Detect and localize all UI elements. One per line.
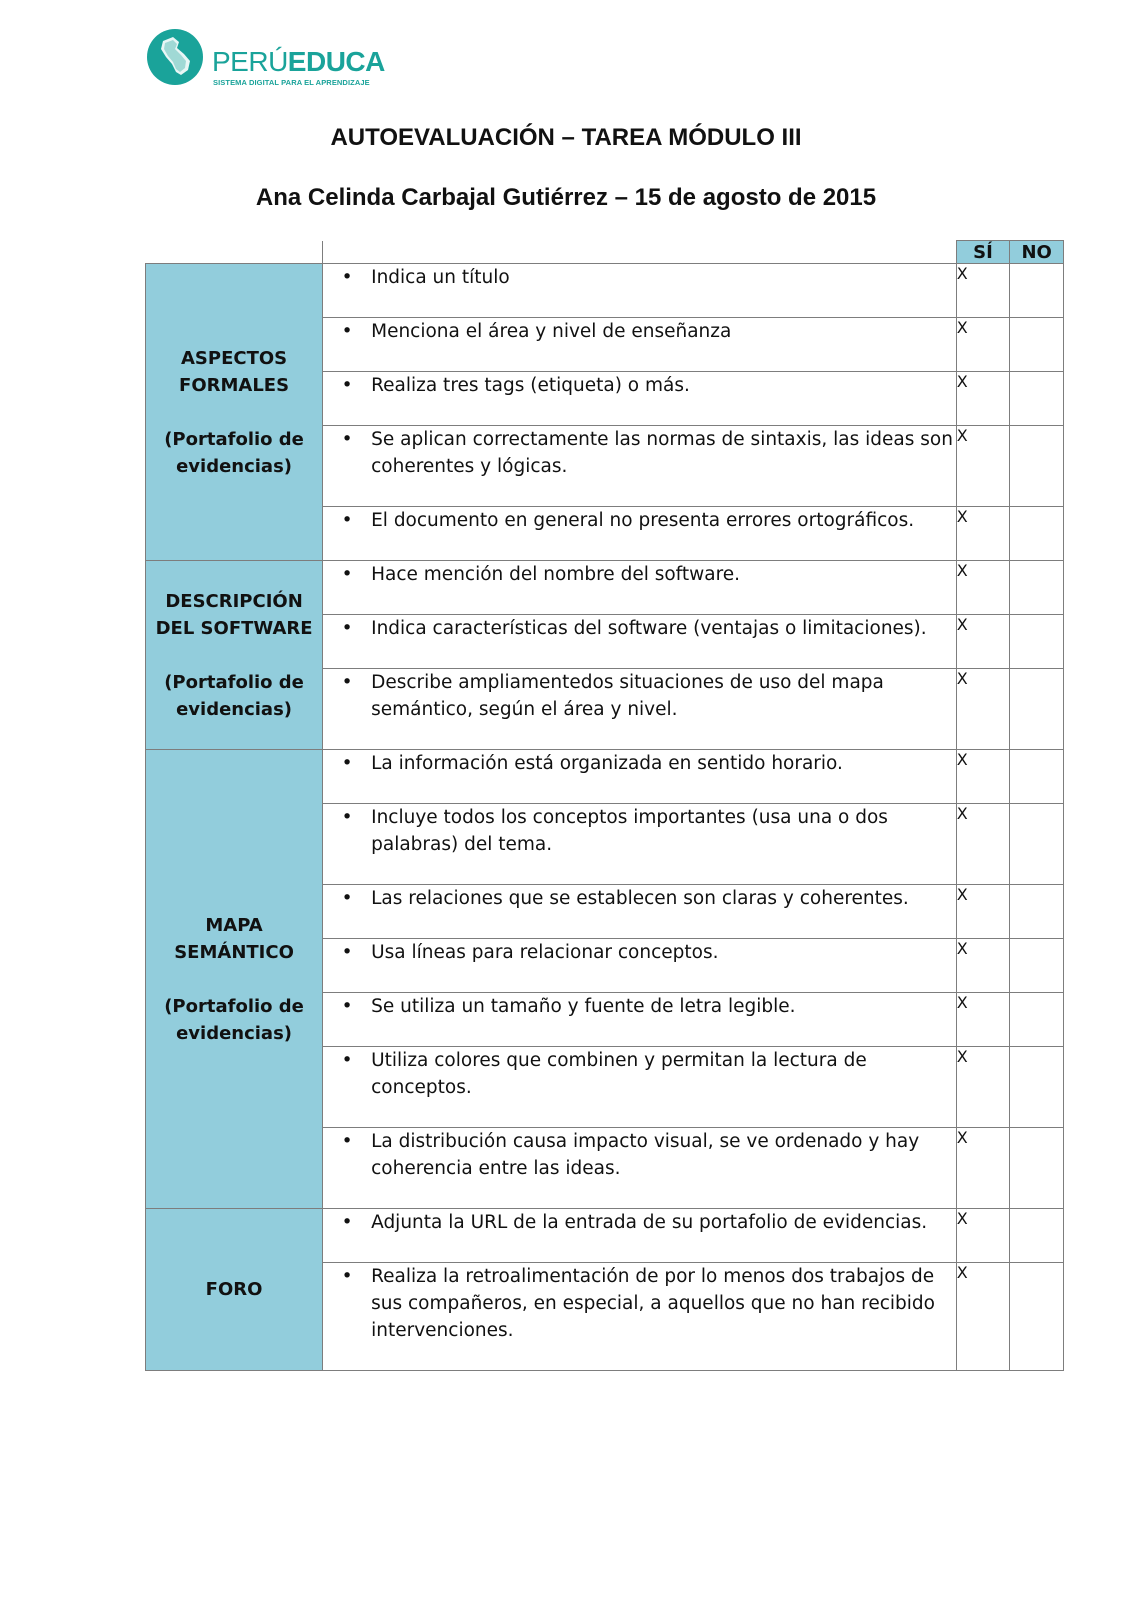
bullet-icon: • [341, 564, 353, 585]
no-mark-cell [1010, 426, 1064, 507]
no-mark-cell [1010, 939, 1064, 993]
si-mark-cell: X [956, 750, 1010, 804]
section-subtitle: (Portafolio de evidencias) [164, 995, 304, 1044]
no-mark-cell [1010, 615, 1064, 669]
criterion-cell [323, 615, 957, 669]
criterion-text: La distribución causa impacto visual, se ve ordenado y hay coherencia entre las ideas. [371, 1131, 920, 1179]
criterion-text: El documento en general no presenta errores ortográficos. [371, 510, 915, 531]
header-si: SÍ [956, 241, 1010, 264]
logo-wordmark [212, 48, 385, 76]
criterion-row [146, 1209, 1064, 1263]
criterion-text: Adjunta la URL de la entrada de su portafolio de evidencias. [371, 1212, 928, 1233]
criterion-text: Menciona el área y nivel de enseñanza [371, 321, 732, 342]
header-blank-cell [323, 241, 957, 264]
criterion-cell [323, 939, 957, 993]
si-mark-cell: X [956, 372, 1010, 426]
criterion-text: Realiza tres tags (etiqueta) o más. [371, 375, 690, 396]
criterion-text: La información está organizada en sentido horario. [371, 753, 843, 774]
criterion-text: Hace mención del nombre del software. [371, 564, 741, 585]
section-title: MAPA SEMÁNTICO [174, 914, 294, 963]
section-category-cell [146, 561, 323, 750]
bullet-icon: • [341, 672, 353, 693]
section-subtitle: (Portafolio de evidencias) [164, 428, 304, 477]
si-mark-cell: X [956, 1047, 1010, 1128]
criterion-text: Se aplican correctamente las normas de sintaxis, las ideas son coherentes y lógicas. [371, 429, 953, 477]
si-mark-cell: X [956, 804, 1010, 885]
page-subtitle: Ana Celinda Carbajal Gutiérrez – 15 de agosto de 2015 [255, 184, 877, 211]
si-mark-cell: X [956, 993, 1010, 1047]
criterion-cell [323, 885, 957, 939]
bullet-icon: • [341, 375, 353, 396]
header-row [146, 241, 1064, 264]
criterion-cell [323, 372, 957, 426]
si-mark-cell: X [956, 1128, 1010, 1209]
si-mark-cell: X [956, 561, 1010, 615]
bullet-icon: • [341, 429, 353, 450]
si-mark-cell: X [956, 426, 1010, 507]
criterion-cell [323, 1263, 957, 1371]
bullet-icon: • [341, 1266, 353, 1287]
criterion-text: Indica características del software (ventajas o limitaciones). [371, 618, 927, 639]
section-title: DESCRIPCIÓN DEL SOFTWARE [155, 590, 313, 639]
criterion-text: Realiza la retroalimentación de por lo menos dos trabajos de sus compañeros, en especial, a aquellos que no han recibido intervenciones. [371, 1266, 935, 1341]
section-title: ASPECTOS FORMALES [179, 347, 290, 396]
section-category-cell [146, 750, 323, 1209]
bullet-icon: • [341, 942, 353, 963]
criterion-cell [323, 993, 957, 1047]
no-mark-cell [1010, 264, 1064, 318]
bullet-icon: • [341, 753, 353, 774]
si-mark-cell: X [956, 615, 1010, 669]
peru-map-icon [146, 28, 204, 86]
bullet-icon: • [341, 1131, 353, 1152]
criterion-cell [323, 1047, 957, 1128]
no-mark-cell [1010, 885, 1064, 939]
criterion-cell [323, 1128, 957, 1209]
bullet-icon: • [341, 1212, 353, 1233]
no-mark-cell [1010, 1047, 1064, 1128]
criterion-text: Las relaciones que se establecen son claras y coherentes. [371, 888, 909, 909]
section-subtitle: (Portafolio de evidencias) [164, 671, 304, 720]
criterion-cell [323, 750, 957, 804]
no-mark-cell [1010, 804, 1064, 885]
si-mark-cell: X [956, 1209, 1010, 1263]
si-mark-cell: X [956, 1263, 1010, 1371]
rubric-body [146, 241, 1064, 1371]
criterion-text: Indica un título [371, 267, 510, 288]
si-mark-cell: X [956, 264, 1010, 318]
si-mark-cell: X [956, 669, 1010, 750]
no-mark-cell [1010, 750, 1064, 804]
bullet-icon: • [341, 996, 353, 1017]
bullet-icon: • [341, 321, 353, 342]
no-mark-cell [1010, 372, 1064, 426]
si-mark-cell: X [956, 318, 1010, 372]
criterion-row [146, 750, 1064, 804]
section-title: FORO [205, 1279, 263, 1300]
no-mark-cell [1010, 507, 1064, 561]
criterion-text: Incluye todos los conceptos importantes (usa una o dos palabras) del tema. [371, 807, 888, 855]
criterion-text: Utiliza colores que combinen y permitan la lectura de conceptos. [371, 1050, 867, 1098]
criterion-text: Describe ampliamentedos situaciones de uso del mapa semántico, según el área y nivel. [371, 672, 884, 720]
no-mark-cell [1010, 1128, 1064, 1209]
bullet-icon: • [341, 267, 353, 288]
no-mark-cell [1010, 669, 1064, 750]
bullet-icon: • [341, 510, 353, 531]
criterion-cell [323, 507, 957, 561]
criterion-text: Usa líneas para relacionar conceptos. [371, 942, 719, 963]
criterion-row [146, 264, 1064, 318]
logo-brand-light: PERÚ [212, 46, 288, 77]
criterion-cell [323, 1209, 957, 1263]
section-category-cell [146, 1209, 323, 1371]
no-mark-cell [1010, 1263, 1064, 1371]
bullet-icon: • [341, 888, 353, 909]
si-mark-cell: X [956, 507, 1010, 561]
bullet-icon: • [341, 807, 353, 828]
criterion-cell [323, 426, 957, 507]
bullet-icon: • [341, 1050, 353, 1071]
header-no: NO [1010, 241, 1064, 264]
si-mark-cell: X [956, 885, 1010, 939]
header-blank-cell [146, 241, 323, 264]
bullet-icon: • [341, 618, 353, 639]
section-category-cell [146, 264, 323, 561]
si-mark-cell: X [956, 939, 1010, 993]
criterion-cell [323, 318, 957, 372]
no-mark-cell [1010, 318, 1064, 372]
logo-brand-bold: EDUCA [287, 46, 385, 77]
no-mark-cell [1010, 561, 1064, 615]
criterion-row [146, 561, 1064, 615]
page-title: AUTOEVALUACIÓN – TAREA MÓDULO III [330, 124, 802, 151]
criterion-text: Se utiliza un tamaño y fuente de letra legible. [371, 996, 796, 1017]
no-mark-cell [1010, 993, 1064, 1047]
peru-educa-logo [146, 28, 385, 90]
criterion-cell [323, 669, 957, 750]
criterion-cell [323, 561, 957, 615]
criterion-cell [323, 264, 957, 318]
no-mark-cell [1010, 1209, 1064, 1263]
rubric-table [145, 240, 1064, 1371]
logo-tagline: SISTEMA DIGITAL PARA EL APRENDIZAJE [213, 78, 370, 87]
criterion-cell [323, 804, 957, 885]
